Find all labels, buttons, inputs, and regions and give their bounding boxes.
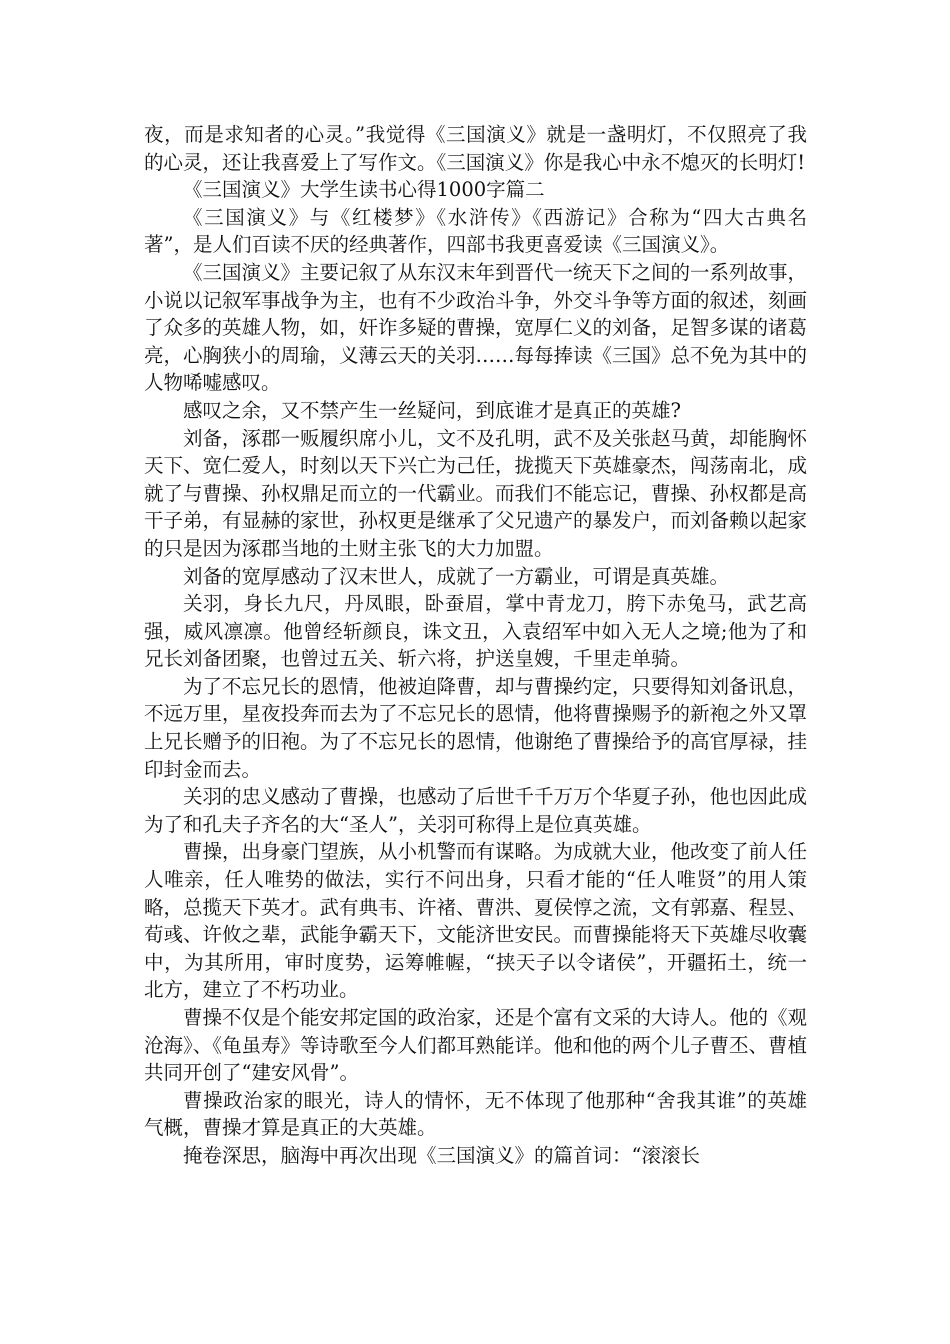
paragraph: 《三国演义》与《红楼梦》《水浒传》《西游记》合称为“四大古典名著”，是人们百读不厌的经典著作，四部书我更喜爱读《三国演义》。 xyxy=(144,205,807,257)
paragraph: 《三国演义》主要记叙了从东汉末年到晋代一统天下之间的一系列故事，小说以记叙军事战争为主，也有不少政治斗争，外交斗争等方面的叙述，刻画了众多的英雄人物，如，奸诈多疑的曹操，宽厚仁义的刘备，足智多谋的诸葛亮，心胸狭小的周瑜，义薄云天的关羽……每每捧读《三国》总不免为其中的人物唏嘘感叹。 xyxy=(144,260,808,395)
paragraph: 曹操政治家的眼光，诗人的情怀，无不体现了他那种“舍我其谁”的英雄气概，曹操才算是真正的大英雄。 xyxy=(144,1088,807,1140)
paragraph: 为了不忘兄长的恩情，他被迫降曹，却与曹操约定，只要得知刘备讯息，不远万里，星夜投奔而去为了不忘兄长的恩情，他将曹操赐予的新袍之外又罩上兄长赠予的旧袍。为了不忘兄长的恩情，他谢绝了曹操给予的高官厚禄，挂印封金而去。 xyxy=(144,674,808,781)
section-title: 《三国演义》大学生读书心得1000字篇二 xyxy=(183,178,545,202)
paragraph: 感叹之余，又不禁产生一丝疑问，到底谁才是真正的英雄? xyxy=(183,398,681,422)
paragraph: 曹操，出身豪门望族，从小机警而有谋略。为成就大业，他改变了前人任人唯亲，任人唯势的做法，实行不问出身，只看才能的“任人唯贤”的用人策略，总揽天下英才。武有典韦、许褚、曹洪、夏侯惇之流，文有郭嘉、程昱、荀彧、许攸之辈，武能争霸天下，文能济世安民。而曹操能将天下英雄尽收囊中，为其所用，审时度势，运筹帷幄，“挟天子以令诸侯”，开疆拓土，统一北方，建立了不朽功业。 xyxy=(144,840,808,1002)
paragraph: 关羽的忠义感动了曹操，也感动了后世千千万万个华夏子孙，他也因此成为了和孔夫子齐名的大“圣人”，关羽可称得上是位真英雄。 xyxy=(144,785,808,836)
paragraph: 刘备的宽厚感动了汉末世人，成就了一方霸业，可谓是真英雄。 xyxy=(183,564,730,588)
paragraph-truncated: 掩卷深思，脑海中再次出现《三国演义》的篇首词：“滚滚长 xyxy=(183,1143,700,1167)
paragraph-continued: 夜，而是求知者的心灵。”我觉得《三国演义》就是一盏明灯，不仅照亮了我的心灵，还让我喜爱上了写作文。《三国演义》你是我心中永不熄灭的长明灯! xyxy=(144,123,807,174)
essay-body xyxy=(144,121,807,1170)
paragraph: 曹操不仅是个能安邦定国的政治家，还是个富有文采的大诗人。他的《观沧海》、《龟虽寿》等诗歌至今人们都耳熟能详。他和他的两个儿子曹丕、曹植共同开创了“建安风骨”。 xyxy=(144,1006,808,1085)
paragraph: 刘备，涿郡一贩履织席小儿，文不及孔明，武不及关张赵马黄，却能胸怀天下、宽仁爱人，时刻以天下兴亡为己任，拢揽天下英雄豪杰，闯荡南北，成就了与曹操、孙权鼎足而立的一代霸业。而我们不能忘记，曹操、孙权都是高干子弟，有显赫的家世，孙权更是继承了父兄遗产的暴发户，而刘备赖以起家的只是因为涿郡当地的土财主张飞的大力加盟。 xyxy=(144,426,808,560)
paragraph: 关羽，身长九尺，丹凤眼，卧蚕眉，掌中青龙刀，胯下赤兔马，武艺高强，威风凛凛。他曾经斩颜良，诛文丑，入袁绍军中如入无人之境;他为了和兄长刘备团聚，也曾过五关、斩六将，护送皇嫂，千里走单骑。 xyxy=(144,592,807,671)
